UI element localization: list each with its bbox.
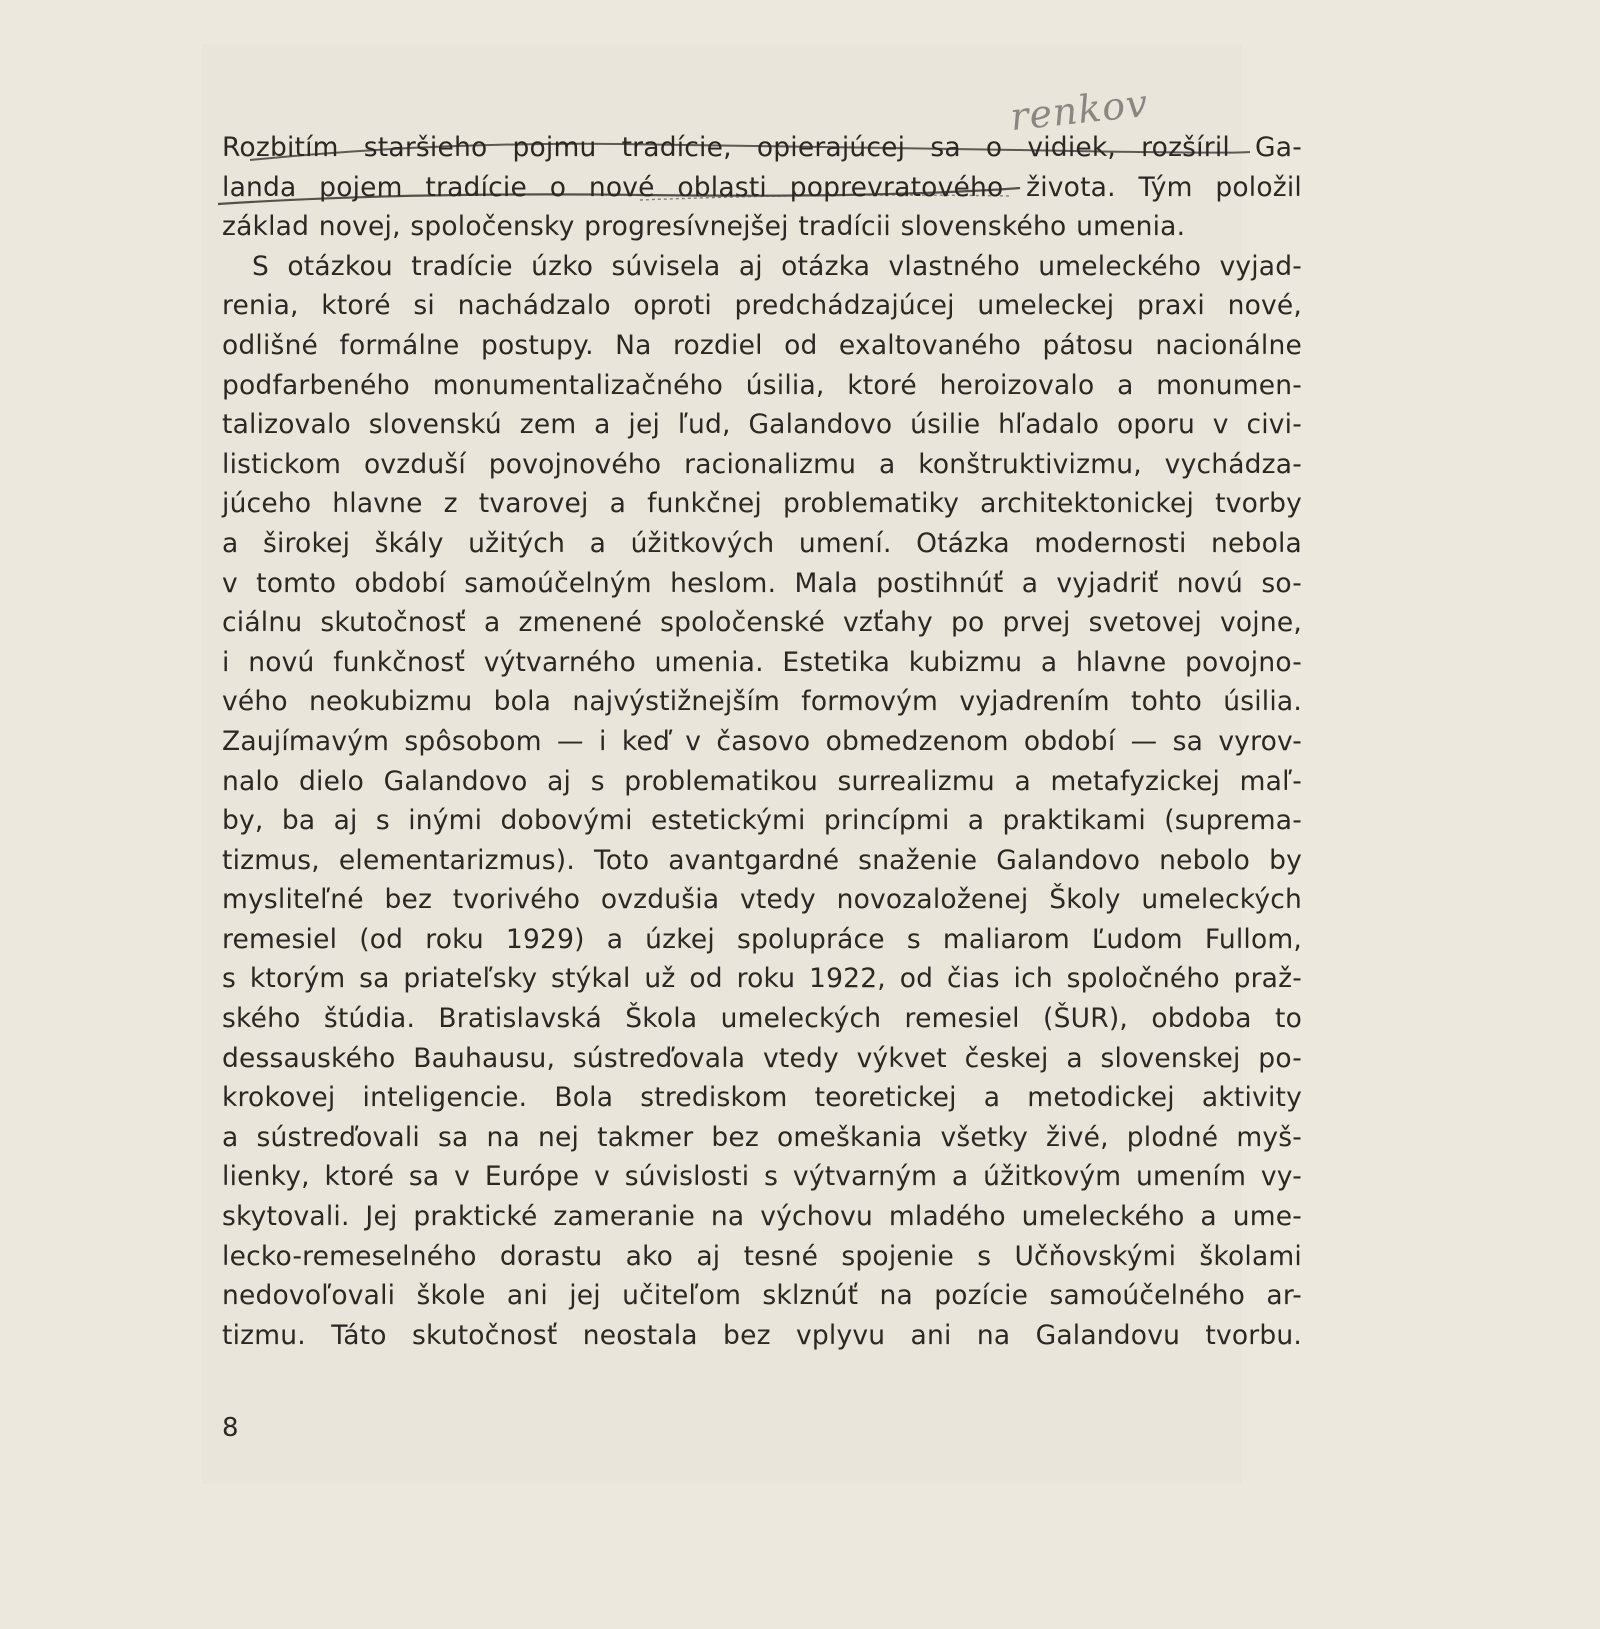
text-line: Zaujímavým spôsobom — i keď v časovo obmedzenom období — sa vyrov- — [222, 725, 1302, 757]
text-line: ciálnu skutočnosť a zmenené spoločenské vzťahy po prvej svetovej vojne, — [222, 607, 1302, 639]
handwritten-annotation: renkov — [1008, 80, 1151, 140]
text-line: skytovali. Jej praktické zameranie na výchovu mladého umeleckého a ume- — [222, 1201, 1302, 1233]
text-line: lecko-remeselného dorastu ako aj tesné spojenie s Učňovskými školami — [222, 1240, 1302, 1272]
text-line: lienky, ktoré sa v Európe v súvislosti s výtvarným a úžitkovým umením vy- — [222, 1161, 1302, 1193]
text-line: dessauského Bauhausu, sústreďovala vtedy výkvet českej a slovenskej po- — [222, 1042, 1302, 1074]
body-text — [222, 128, 1302, 1435]
text-line: i novú funkčnosť výtvarného umenia. Estetika kubizmu a hlavne povojno- — [222, 646, 1302, 678]
text-line: listickom ovzduší povojnového racionalizmu a konštruktivizmu, vychádza- — [222, 448, 1302, 480]
text-line: podfarbeného monumentalizačného úsilia, ktoré heroizovalo a monumen- — [222, 369, 1302, 401]
text-line: ského štúdia. Bratislavská Škola umeleckých remesiel (ŠUR), obdoba to — [222, 1003, 1302, 1035]
text-line — [222, 1395, 1302, 1435]
paragraph-intro — [222, 128, 1302, 247]
text-line: základ novej, spoločensky progresívnejšej tradícii slovenského umenia. — [222, 211, 1186, 243]
text-line: landa pojem tradície o nové oblasti poprevratového života. Tým položil — [222, 171, 1302, 203]
text-line: by, ba aj s inými dobovými estetickými princípmi a praktikami (suprema- — [222, 805, 1302, 837]
text-line: tizmu. Táto skutočnosť neostala bez vplyvu ani na Galandovu tvorbu. — [222, 1319, 1302, 1351]
text-line — [222, 1355, 1302, 1395]
text-line: vého neokubizmu bola najvýstižnejším formovým vyjadrením tohto úsilia. — [222, 686, 1302, 718]
text-line: talizovalo slovenskú zem a jej ľud, Galandovo úsilie hľadalo oporu v civi- — [222, 409, 1302, 441]
text-line: nedovoľovali škole ani jej učiteľom sklznúť na pozície samoúčelného ar- — [222, 1280, 1302, 1312]
text-line: krokovej inteligencie. Bola strediskom teoretickej a metodickej aktivity — [222, 1082, 1302, 1114]
text-line: a sústreďovali sa na nej takmer bez omeškania všetky živé, plodné myš- — [222, 1121, 1302, 1153]
text-line: Rozbitím staršieho pojmu tradície, opierajúcej sa o vidiek, rozšíril Ga- — [222, 132, 1302, 163]
text-line: odlišné formálne postupy. Na rozdiel od exaltovaného pátosu nacionálne — [222, 329, 1302, 361]
text-line: renia, ktoré si nachádzalo oproti predchádzajúcej umeleckej praxi nové, — [222, 290, 1302, 322]
text-line: v tomto období samoúčelným heslom. Mala postihnúť a vyjadriť novú so- — [222, 567, 1302, 599]
text-line: júceho hlavne z tvarovej a funkčnej problematiky architektonickej tvorby — [222, 488, 1302, 520]
text-line: mysliteľné bez tvorivého ovzdušia vtedy novozaloženej Školy umeleckých — [222, 884, 1302, 916]
text-line: remesiel (od roku 1929) a úzkej spolupráce s maliarom Ľudom Fullom, — [222, 923, 1302, 955]
paragraph-main — [222, 247, 1302, 1435]
text-line: S otázkou tradície úzko súvisela aj otázka vlastného umeleckého vyjad- — [252, 250, 1302, 282]
text-line: nalo dielo Galandovo aj s problematikou surrealizmu a metafyzickej maľ- — [222, 765, 1302, 797]
text-line: s ktorým sa priateľsky stýkal už od roku 1922, od čias ich spoločného praž- — [222, 963, 1302, 995]
text-line: tizmus, elementarizmus). Toto avantgardné snaženie Galandovo nebolo by — [222, 844, 1302, 876]
page-number: 8 — [222, 1413, 239, 1443]
text-line: a širokej škály užitých a úžitkových umení. Otázka modernosti nebola — [222, 527, 1302, 559]
